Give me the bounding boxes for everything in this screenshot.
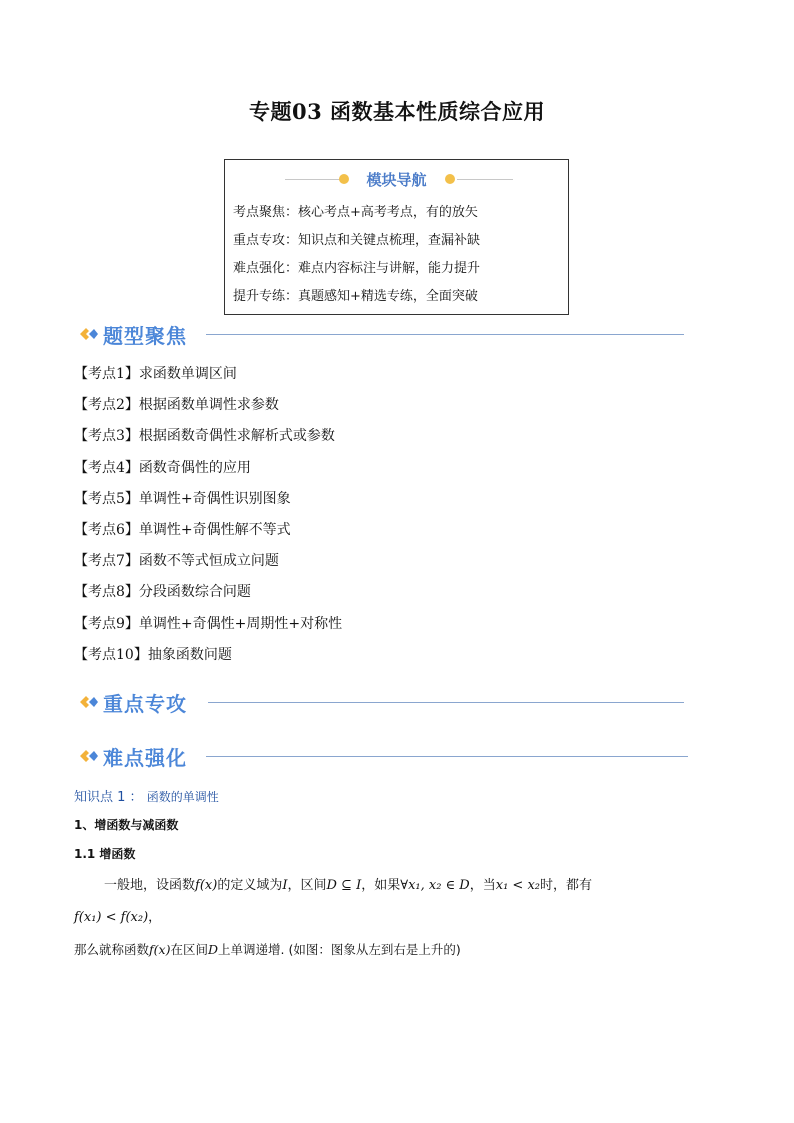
knowledge-point-name: 函数的单调性 xyxy=(146,790,219,804)
math: f(x₁) < f(x₂) xyxy=(74,910,149,925)
section-title: 题型聚焦 xyxy=(103,324,187,348)
section-rule xyxy=(206,334,684,335)
list-item: 【考点5】单调性+奇偶性识别图象 xyxy=(74,490,291,507)
section-title: 难点强化 xyxy=(103,746,187,770)
double-chevron-icon xyxy=(78,746,100,766)
math: f(x) xyxy=(149,942,171,957)
text: 那么就称函数 xyxy=(74,942,150,957)
list-item: 【考点10】抽象函数问题 xyxy=(74,646,232,663)
definition-paragraph-cont xyxy=(74,906,161,925)
text: 在区间 xyxy=(170,942,208,957)
module-nav-item: 重点专攻：知识点和关键点梳理，查漏补缺 xyxy=(233,233,481,248)
heading-1: 1、增函数与减函数 xyxy=(74,818,179,832)
text: ， xyxy=(148,910,162,925)
list-item: 【考点9】单调性+奇偶性+周期性+对称性 xyxy=(74,615,343,632)
math: f(x) xyxy=(195,878,218,893)
list-item: 【考点8】分段函数综合问题 xyxy=(74,584,251,601)
kaodian-list xyxy=(74,365,342,677)
double-chevron-icon xyxy=(78,324,100,344)
text: 一般地，设函数 xyxy=(104,878,196,893)
divider xyxy=(457,179,513,180)
module-nav-item: 难点强化：难点内容标注与讲解，能力提升 xyxy=(233,261,481,276)
module-nav-box xyxy=(224,159,569,315)
math: D ⊆ I xyxy=(326,878,362,893)
double-chevron-icon xyxy=(78,692,100,712)
module-nav-list xyxy=(233,204,480,316)
module-nav-item: 提升专练：真题感知+精选专练，全面突破 xyxy=(233,289,478,304)
page-title: 专题03 函数基本性质综合应用 xyxy=(248,99,546,124)
math: x₁ < x₂ xyxy=(495,878,540,893)
conclusion-paragraph xyxy=(74,940,461,958)
module-nav-item: 考点聚焦：核心考点+高考考点，有的放矢 xyxy=(233,205,478,220)
module-nav-header xyxy=(225,168,568,192)
section-rule xyxy=(206,756,688,757)
list-item: 【考点3】根据函数奇偶性求解析式或参数 xyxy=(74,428,335,445)
list-item: 【考点1】求函数单调区间 xyxy=(74,366,237,382)
section-header-nandian xyxy=(78,742,698,772)
section-rule xyxy=(208,702,684,703)
text: ，如果 xyxy=(361,878,401,893)
heading-2: 1.1 增函数 xyxy=(74,847,136,861)
section-title: 重点专攻 xyxy=(103,692,187,716)
list-item: 【考点6】单调性+奇偶性解不等式 xyxy=(74,521,291,538)
text: 时，都有 xyxy=(540,878,593,893)
math: ∀x₁, x₂ ∈ D xyxy=(400,878,470,893)
math: D xyxy=(207,942,218,957)
section-header-zhongdian xyxy=(78,688,698,718)
text: 的定义域为 xyxy=(217,878,283,893)
list-item: 【考点7】函数不等式恒成立问题 xyxy=(74,553,279,570)
text: ，当 xyxy=(469,878,496,893)
math: I xyxy=(282,878,288,893)
knowledge-point-label: 知识点 1 ： xyxy=(74,790,143,805)
module-nav-title: 模块导航 xyxy=(366,171,427,189)
dot-icon xyxy=(445,174,455,184)
list-item: 【考点2】根据函数单调性求参数 xyxy=(74,397,279,414)
text: ，区间 xyxy=(287,878,327,893)
text: 上单调递增. (如图：图象从左到右是上升的) xyxy=(218,942,461,957)
list-item: 【考点4】函数奇偶性的应用 xyxy=(74,459,251,476)
definition-paragraph xyxy=(104,874,724,893)
section-header-tixing xyxy=(78,320,698,350)
knowledge-point-title xyxy=(74,786,219,805)
